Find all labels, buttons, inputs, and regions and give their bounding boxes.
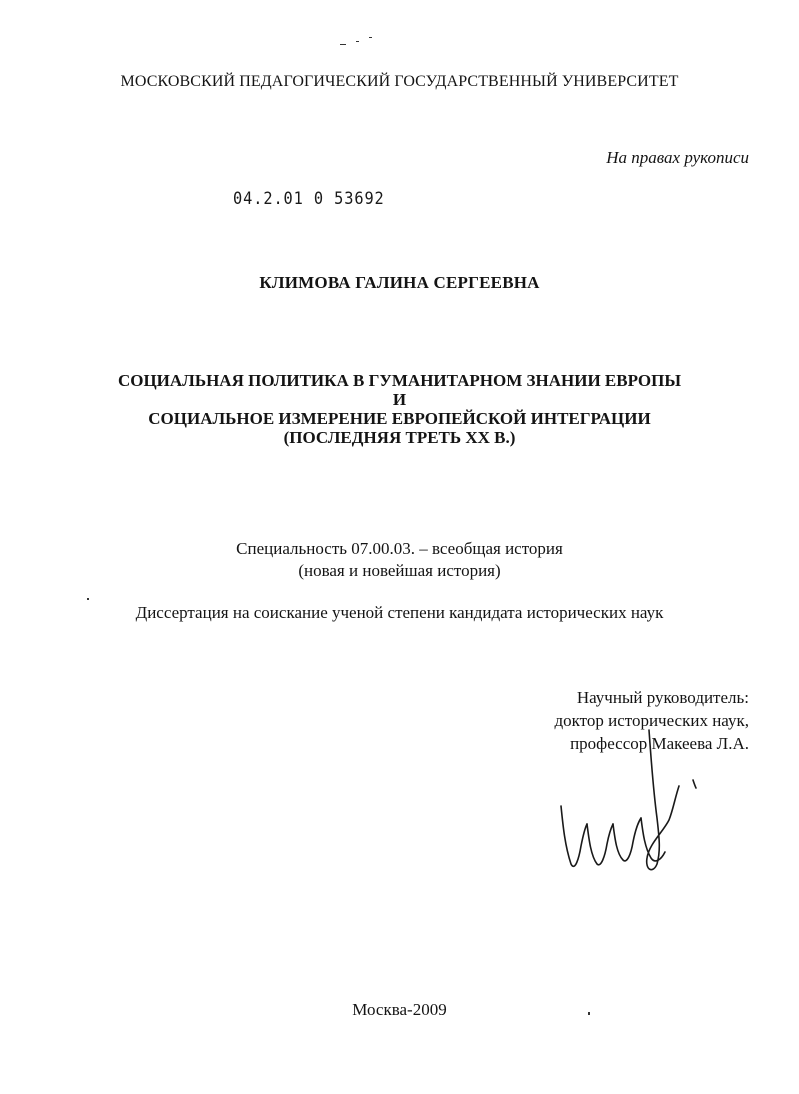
dissertation-title bbox=[0, 371, 799, 447]
title-line-3: СОЦИАЛЬНОЕ ИЗМЕРЕНИЕ ЕВРОПЕЙСКОЙ ИНТЕГРАЦИИ bbox=[148, 409, 651, 428]
supervisor-name: профессор Макеева Л.А. bbox=[570, 734, 749, 753]
supervisor-degree: доктор исторических наук, bbox=[554, 711, 749, 730]
scan-speck bbox=[369, 37, 372, 38]
university-name: МОСКОВСКИЙ ПЕДАГОГИЧЕСКИЙ ГОСУДАРСТВЕННЫЙ УНИВЕРСИТЕТ bbox=[120, 73, 679, 90]
title-line-4: (ПОСЛЕДНЯЯ ТРЕТЬ XX В.) bbox=[283, 428, 516, 447]
scan-speck bbox=[87, 598, 89, 600]
handwritten-signature bbox=[545, 728, 745, 888]
scan-speck bbox=[340, 44, 346, 45]
city-year: Москва-2009 bbox=[352, 1000, 447, 1019]
specialty-line: Специальность 07.00.03. – всеобщая история bbox=[236, 539, 563, 558]
title-line-1: СОЦИАЛЬНАЯ ПОЛИТИКА В ГУМАНИТАРНОМ ЗНАНИИ ЕВРОПЫ bbox=[117, 371, 682, 390]
specialty-block bbox=[0, 538, 799, 582]
specialty-subline: (новая и новейшая история) bbox=[298, 561, 501, 580]
registry-stamp: 04.2.01 0 53692 bbox=[233, 189, 385, 209]
scan-speck bbox=[356, 41, 359, 42]
rights-note: На правах рукописи bbox=[606, 148, 749, 167]
title-line-2: И bbox=[392, 390, 407, 409]
author-name: КЛИМОВА ГАЛИНА СЕРГЕЕВНА bbox=[259, 273, 540, 292]
degree-statement: Диссертация на соискание ученой степени кандидата исторических наук bbox=[135, 603, 664, 622]
supervisor-role: Научный руководитель: bbox=[576, 688, 749, 707]
